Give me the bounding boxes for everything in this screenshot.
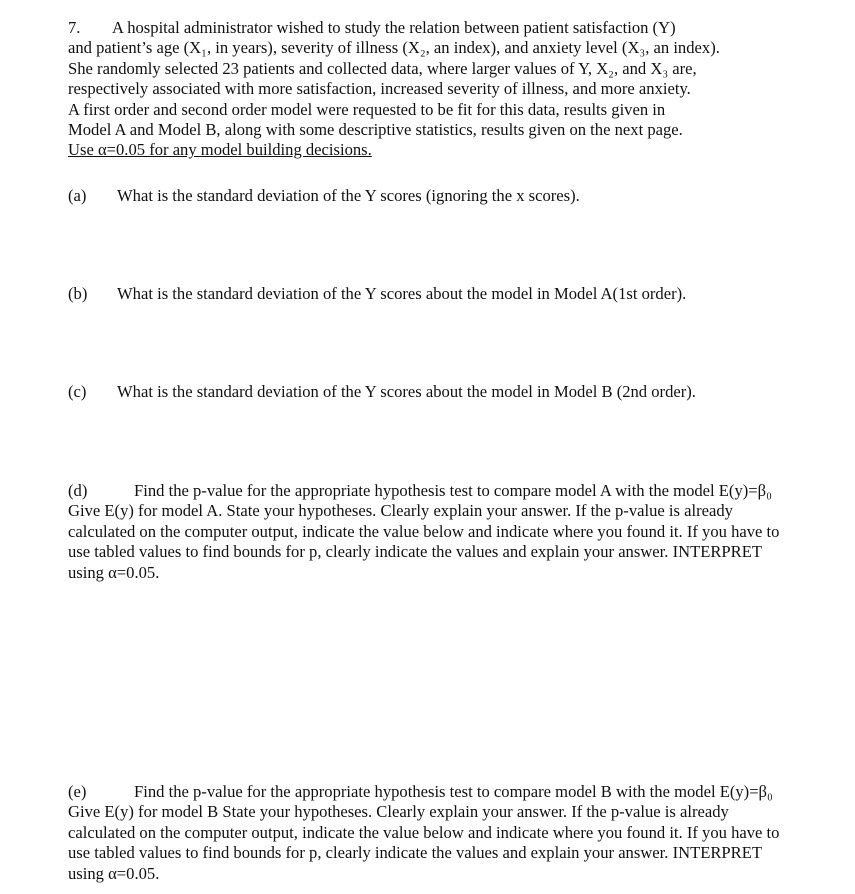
question-d-line-3: calculated on the computer output, indicate the value below and indicate where you found it. If you have to xyxy=(68,521,780,541)
intro-line-1 xyxy=(68,18,813,38)
question-e-line-3: calculated on the computer output, indicate the value below and indicate where you found it. If you have to xyxy=(68,822,780,842)
question-e-line-5: using α=0.05. xyxy=(68,863,160,883)
intro-text-1: A hospital administrator wished to study the relation between patient satisfaction (Y) xyxy=(112,18,676,37)
question-b-text: What is the standard deviation of the Y scores about the model in Model A(1st order). xyxy=(117,284,687,303)
question-d xyxy=(68,481,779,583)
question-c xyxy=(68,382,696,402)
problem-number: 7. xyxy=(68,18,81,37)
question-a-label: (a) xyxy=(68,186,87,205)
intro-line-5: A first order and second order model were requested to be fit for this data, results given in xyxy=(68,99,666,119)
question-d-text-1: Find the p-value for the appropriate hypothesis test to compare model A with the model E(y)=β₀ xyxy=(134,481,772,500)
alpha-instruction: Use α=0.05 for any model building decisions. xyxy=(68,140,372,160)
question-c-label: (c) xyxy=(68,382,87,401)
question-d-line-2: Give E(y) for model A. State your hypotheses. Clearly explain your answer. If the p-value is already xyxy=(68,501,733,521)
question-e-line-2: Give E(y) for model B State your hypotheses. Clearly explain your answer. If the p-value is already xyxy=(68,802,729,822)
question-a xyxy=(68,186,580,206)
question-e-text-1: Find the p-value for the appropriate hypothesis test to compare model B with the model E(y)=β₀ xyxy=(134,782,773,801)
question-d-label: (d) xyxy=(68,481,88,500)
question-d-line-1 xyxy=(68,481,779,501)
intro-line-3: She randomly selected 23 patients and collected data, where larger values of Y, X₂, and X₃ are, xyxy=(68,58,697,78)
question-e xyxy=(68,782,779,884)
question-e-label: (e) xyxy=(68,782,87,801)
question-d-line-4: use tabled values to find bounds for p, clearly indicate the values and explain your answer. INTERPRET xyxy=(68,542,762,562)
question-e-line-1 xyxy=(68,782,779,802)
question-d-line-5: using α=0.05. xyxy=(68,562,160,582)
question-e-line-4: use tabled values to find bounds for p, clearly indicate the values and explain your answer. INTERPRET xyxy=(68,843,762,863)
problem-intro xyxy=(68,18,813,161)
question-a-text: What is the standard deviation of the Y scores (ignoring the x scores). xyxy=(117,186,580,205)
question-c-text: What is the standard deviation of the Y scores about the model in Model B (2nd order). xyxy=(117,382,696,401)
question-b-label: (b) xyxy=(68,284,88,303)
intro-line-6: Model A and Model B, along with some descriptive statistics, results given on the next page. xyxy=(68,120,683,140)
question-b xyxy=(68,284,686,304)
intro-line-4: respectively associated with more satisfaction, increased severity of illness, and more anxiety. xyxy=(68,79,691,99)
intro-line-2: and patient’s age (X₁, in years), severity of illness (X₂, an index), and anxiety level (X₃, an index). xyxy=(68,38,720,58)
